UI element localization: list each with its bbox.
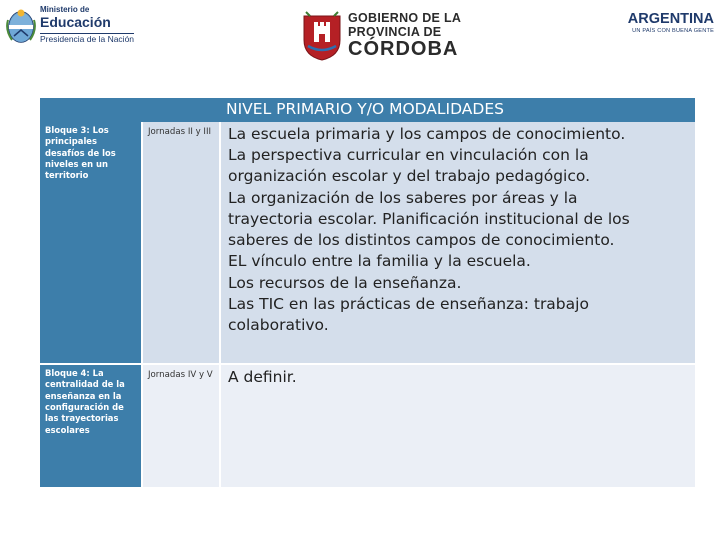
table-header-row [40, 98, 695, 122]
gobierno-line1: GOBIERNO DE LA [348, 11, 462, 25]
ministerio-line2: Educación [40, 14, 111, 31]
contenido-line: Las TIC en las prácticas de enseñanza: trabajo [228, 294, 589, 313]
contenidos-table [40, 98, 695, 487]
bloque-cell: Bloque 3: Los principales desafíos de los niveles en un territorio [40, 122, 142, 364]
gobierno-line3: CÓRDOBA [348, 38, 459, 60]
gobierno-cordoba-logo [298, 8, 470, 64]
contenido-line: A definir. [228, 368, 297, 386]
table-header-title: NIVEL PRIMARIO Y/O MODALIDADES [220, 98, 695, 122]
contenidos-cell [220, 364, 695, 487]
argentina-logo [610, 12, 714, 38]
ministerio-line3: Presidencia de la Nación [40, 34, 135, 45]
table-row [40, 122, 695, 364]
jornadas-cell: Jornadas II y III [142, 122, 220, 364]
header-empty-cell [142, 98, 220, 122]
cordoba-shield-icon [300, 10, 344, 62]
contenido-line: saberes de los distintos campos de conocimiento. [228, 231, 615, 250]
contenido-line: EL vínculo entre la familia y la escuela. [228, 252, 531, 271]
contenido-line: La organización de los saberes por áreas y la [228, 188, 578, 207]
bloque-cell: Bloque 4: La centralidad de la enseñanza en la configuración de las trayectorias escolares [40, 364, 142, 487]
contenido-line: colaborativo. [228, 316, 329, 335]
argentina-tagline: UN PAÍS CON BUENA GENTE [632, 27, 714, 34]
contenido-line: organización escolar y del trabajo pedagógico. [228, 167, 591, 186]
ministerio-line1: Ministerio de [40, 5, 90, 14]
contenido-line: trayectoria escolar. Planificación institucional de los [228, 209, 630, 228]
contenido-line: La perspectiva curricular en vinculación con la [228, 146, 589, 165]
national-emblem-icon [6, 6, 36, 46]
gobierno-line2: PROVINCIA DE [348, 24, 442, 39]
table-row [40, 364, 695, 487]
ministerio-educacion-logo [4, 4, 154, 50]
jornadas-cell: Jornadas IV y V [142, 364, 220, 487]
contenidos-cell [220, 122, 695, 364]
header-empty-cell [40, 98, 142, 122]
argentina-line1: ARGENTINA [627, 11, 714, 27]
contenido-line: La escuela primaria y los campos de conocimiento. [228, 125, 626, 143]
contenido-line: Los recursos de la enseñanza. [228, 273, 462, 292]
